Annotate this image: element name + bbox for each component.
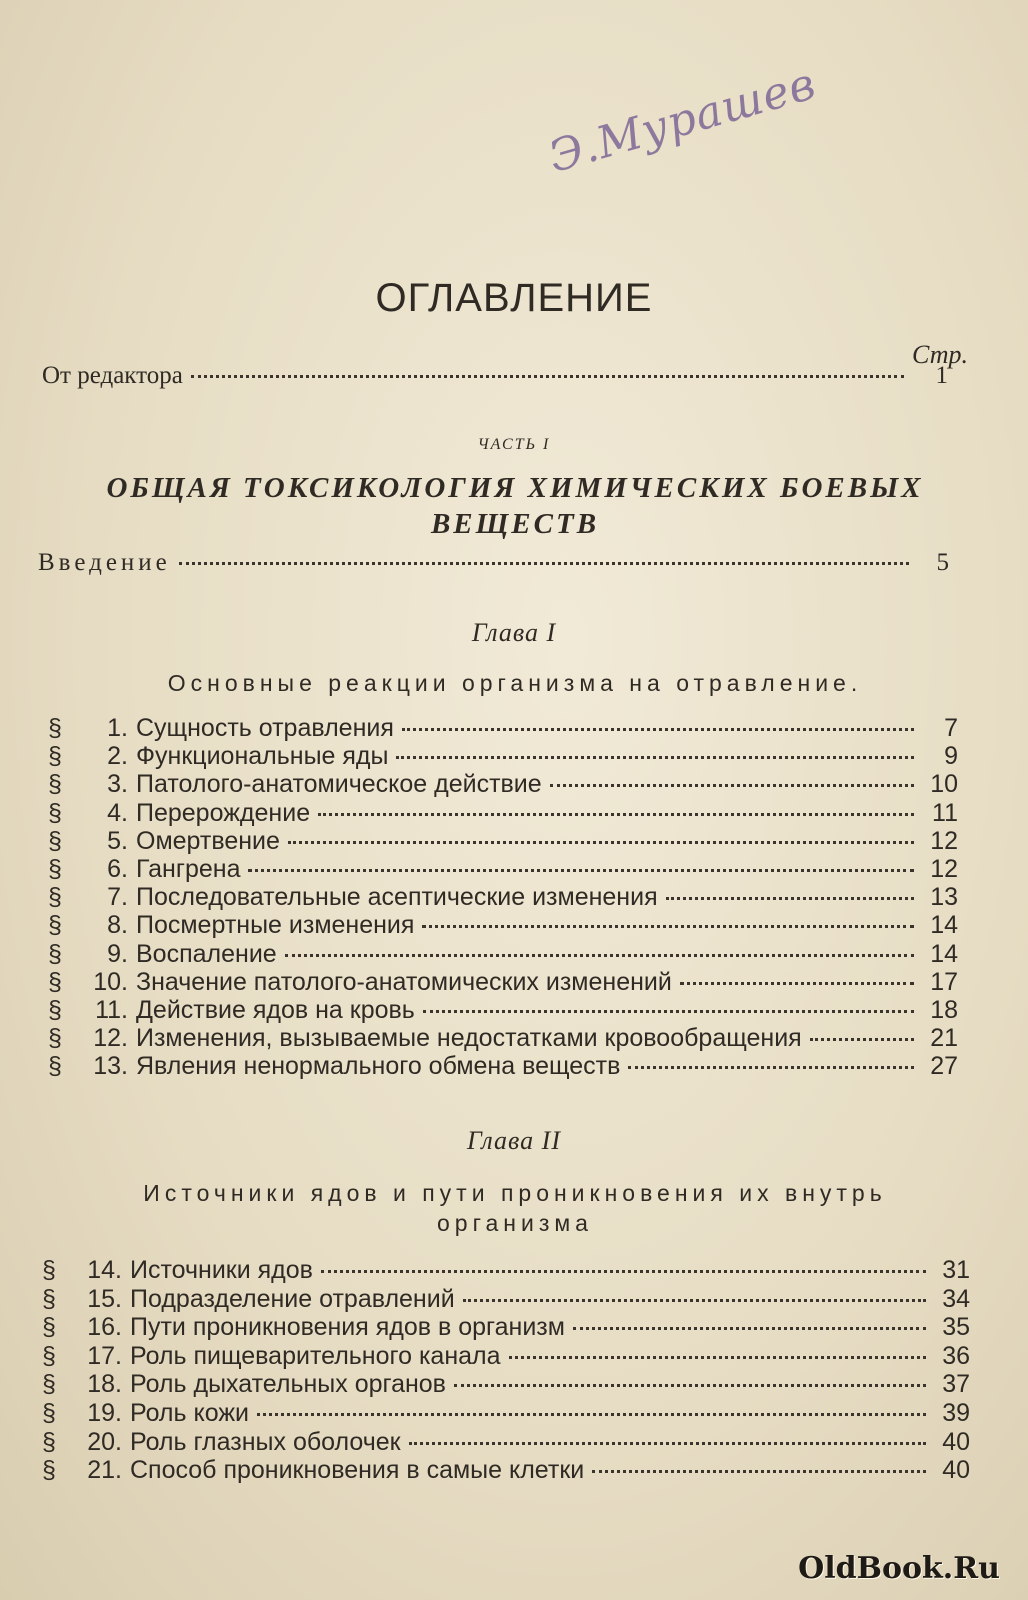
section-symbol: §	[48, 826, 62, 855]
section-number: 7.	[107, 883, 128, 912]
toc-page-number: 5	[936, 549, 953, 576]
leader-dots	[285, 954, 914, 957]
section-page-number: 39	[942, 1399, 970, 1427]
section-symbol: §	[42, 1256, 56, 1284]
section-symbol: §	[42, 1399, 56, 1427]
section-page-number: 18	[930, 996, 958, 1024]
toc-page-number: 1	[935, 362, 948, 389]
toc-section-row	[48, 799, 958, 828]
section-number: 12.	[93, 1024, 128, 1053]
leader-dots	[248, 869, 914, 872]
section-number: 4.	[107, 798, 128, 827]
section-page-number: 36	[942, 1341, 970, 1370]
owner-stamp: Э.Мурашев	[543, 58, 822, 183]
section-page-number: 12	[930, 855, 958, 883]
section-page-number: 14	[930, 911, 958, 940]
part-title: ОБЩАЯ ТОКСИКОЛОГИЯ ХИМИЧЕСКИХ БОЕВЫХ ВЕЩЕСТВ	[106, 472, 924, 540]
section-title: Подразделение отравлений	[130, 1284, 455, 1313]
toc-entry-editor	[42, 362, 948, 390]
leader-dots	[550, 784, 914, 787]
section-title: Источники ядов	[130, 1256, 313, 1284]
leader-dots	[402, 728, 914, 731]
section-symbol: §	[48, 855, 62, 883]
section-page-number: 7	[944, 714, 958, 742]
section-symbol: §	[48, 939, 62, 968]
section-number: 5.	[107, 826, 128, 855]
section-title: Сущность отравления	[136, 714, 394, 742]
section-symbol: §	[48, 770, 62, 799]
section-symbol: §	[48, 996, 62, 1024]
leader-dots	[191, 375, 904, 378]
section-title: Воспаление	[136, 939, 277, 968]
section-symbol: §	[42, 1284, 56, 1313]
section-symbol: §	[48, 1024, 62, 1053]
leader-dots	[396, 756, 914, 759]
leader-dots	[573, 1327, 926, 1330]
section-symbol: §	[42, 1456, 56, 1485]
section-number: 8.	[107, 911, 128, 940]
section-symbol: §	[48, 742, 62, 771]
section-number: 1.	[107, 714, 128, 742]
watermark-logo: OldBook.Ru	[798, 1551, 1000, 1586]
leader-dots	[423, 1010, 914, 1013]
toc-section-row	[48, 1024, 958, 1053]
section-title: Роль глазных оболочек	[130, 1427, 401, 1456]
section-number: 13.	[93, 1052, 128, 1081]
section-page-number: 37	[942, 1370, 970, 1399]
toc-section-row	[42, 1313, 970, 1342]
section-title: Способ проникновения в самые клетки	[130, 1456, 585, 1485]
section-page-number: 34	[942, 1284, 970, 1313]
toc-section-row	[48, 827, 958, 856]
toc-section-row	[48, 714, 958, 743]
section-symbol: §	[48, 1052, 62, 1081]
section-title: Перерождение	[136, 798, 311, 827]
section-symbol: §	[48, 714, 62, 742]
toc-section-row	[48, 742, 958, 771]
toc-entry-label: Введение	[38, 549, 171, 576]
leader-dots	[321, 1270, 926, 1273]
section-number: 10.	[93, 967, 128, 996]
toc-section-row	[48, 855, 958, 884]
section-number: 6.	[107, 855, 128, 883]
section-page-number: 10	[930, 770, 958, 799]
section-number: 20.	[87, 1427, 122, 1456]
toc-entry-intro	[38, 549, 953, 577]
toc-section-row	[48, 883, 958, 912]
leader-dots	[422, 925, 914, 928]
chapter-2-title: Источники ядов и пути проникновения их внутрь организма	[143, 1180, 887, 1236]
section-symbol: §	[48, 798, 62, 827]
section-title: Функциональные яды	[136, 742, 389, 771]
toc-section-row	[42, 1456, 970, 1485]
section-title: Гангрена	[136, 855, 241, 883]
toc-section-row	[48, 996, 958, 1025]
section-page-number: 13	[930, 883, 958, 912]
section-title: Роль пищеварительного канала	[130, 1341, 501, 1370]
leader-dots	[454, 1384, 926, 1387]
section-page-number: 9	[944, 742, 958, 771]
section-number: 2.	[107, 742, 128, 771]
leader-dots	[680, 982, 914, 985]
section-title: Последовательные асептические изменения	[136, 883, 658, 912]
section-number: 18.	[87, 1370, 122, 1399]
section-number: 16.	[87, 1313, 122, 1342]
section-number: 21.	[87, 1456, 122, 1485]
section-title: Роль дыхательных органов	[130, 1370, 446, 1399]
chapter-1-heading: Глава I	[471, 618, 557, 647]
section-symbol: §	[48, 911, 62, 940]
section-page-number: 11	[932, 798, 958, 827]
toc-section-row	[48, 968, 958, 997]
toc-section-row	[42, 1370, 970, 1399]
toc-section-row	[42, 1399, 970, 1428]
toc-section-row	[42, 1428, 970, 1457]
section-title: Действие ядов на кровь	[136, 996, 415, 1024]
chapter-2-heading: Глава II	[467, 1126, 561, 1155]
section-title: Омертвение	[136, 826, 280, 855]
section-page-number: 17	[930, 967, 958, 996]
leader-dots	[810, 1038, 914, 1041]
leader-dots	[409, 1442, 926, 1445]
toc-section-row	[42, 1256, 970, 1285]
part-label: ЧАСТЬ I	[477, 436, 551, 453]
leader-dots	[463, 1299, 926, 1302]
section-symbol: §	[42, 1370, 56, 1399]
toc-section-row	[48, 770, 958, 799]
section-title: Явления ненормального обмена веществ	[136, 1052, 621, 1081]
section-title: Изменения, вызываемые недостатками кровообращения	[136, 1024, 802, 1053]
section-number: 15.	[87, 1284, 122, 1313]
section-title: Патолого-анатомическое действие	[136, 770, 542, 799]
leader-dots	[179, 562, 909, 565]
section-symbol: §	[48, 967, 62, 996]
section-title: Посмертные изменения	[136, 911, 415, 940]
section-page-number: 21	[930, 1024, 958, 1053]
section-number: 9.	[107, 939, 128, 968]
page-column-label: Стр.	[912, 340, 968, 369]
leader-dots	[666, 897, 914, 900]
section-symbol: §	[42, 1313, 56, 1342]
section-page-number: 31	[942, 1256, 970, 1284]
toc-entry-label: От редактора	[42, 362, 183, 389]
section-symbol: §	[42, 1341, 56, 1370]
section-page-number: 27	[930, 1052, 958, 1081]
section-page-number: 35	[942, 1313, 970, 1342]
section-number: 11.	[95, 996, 128, 1024]
toc-section-row	[42, 1342, 970, 1371]
section-page-number: 12	[930, 826, 958, 855]
toc-section-row	[42, 1285, 970, 1314]
leader-dots	[318, 813, 914, 816]
section-page-number: 40	[942, 1456, 970, 1485]
page-title: ОГЛАВЛЕНИЕ	[375, 276, 653, 320]
section-page-number: 14	[930, 939, 958, 968]
section-number: 3.	[107, 770, 128, 799]
section-title: Роль кожи	[130, 1399, 250, 1427]
leader-dots	[288, 841, 914, 844]
section-title: Пути проникновения ядов в организм	[130, 1313, 565, 1342]
toc-section-row	[48, 1052, 958, 1081]
leader-dots	[628, 1066, 914, 1069]
chapter-1-title: Основные реакции организма на отравление.	[167, 670, 863, 696]
leader-dots	[509, 1356, 926, 1359]
toc-section-row	[48, 940, 958, 969]
section-page-number: 40	[942, 1427, 970, 1456]
section-number: 14.	[87, 1256, 122, 1284]
section-symbol: §	[42, 1427, 56, 1456]
toc-section-row	[48, 911, 958, 940]
section-number: 19.	[87, 1399, 122, 1427]
leader-dots	[257, 1413, 926, 1416]
section-number: 17.	[87, 1341, 122, 1370]
leader-dots	[592, 1470, 926, 1473]
section-title: Значение патолого-анатомических изменений	[136, 967, 672, 996]
section-symbol: §	[48, 883, 62, 912]
